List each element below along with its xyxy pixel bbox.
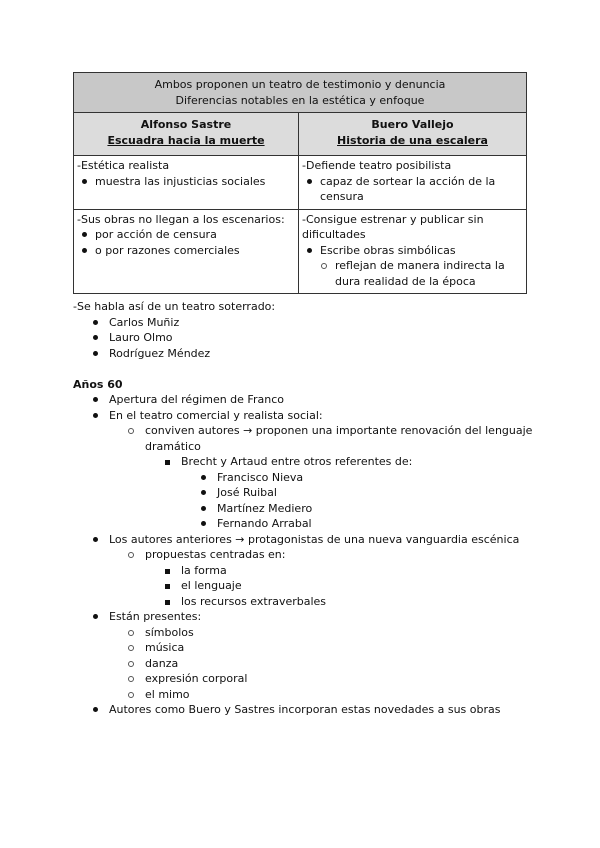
list-item — [73, 594, 533, 610]
bullet-circle-icon — [126, 687, 136, 698]
list-item — [77, 227, 295, 243]
bullet-list — [77, 174, 295, 190]
bullet-disc-icon — [304, 243, 314, 253]
bullet-disc-icon — [90, 408, 100, 418]
list-item-text: por acción de censura — [95, 228, 217, 241]
author-name: Alfonso Sastre — [140, 118, 232, 131]
list-item — [73, 501, 533, 517]
bullet-square-icon — [162, 578, 172, 589]
list-item-text: el mimo — [145, 687, 190, 701]
bullet-list — [73, 547, 533, 609]
list-item-text: Brecht y Artaud entre otros referentes de: — [181, 455, 413, 468]
list-item-text: símbolos — [145, 625, 194, 639]
list-item — [302, 174, 523, 205]
list-item — [73, 563, 533, 579]
list-item — [73, 330, 533, 346]
list-item-text: Martínez Mediero — [217, 501, 313, 515]
list-item-text: José Ruibal — [217, 486, 277, 499]
bullet-list — [73, 470, 533, 532]
list-item-text: danza — [145, 656, 179, 670]
table-cell — [74, 209, 299, 294]
list-item-text: Francisco Nieva — [217, 470, 304, 484]
list-item — [302, 243, 523, 259]
column-buero — [299, 113, 527, 156]
header-line: Diferencias notables en la estética y enfoque — [175, 93, 425, 107]
bullet-list — [73, 392, 533, 718]
table-cell — [74, 156, 299, 210]
list-item-text: el lenguaje — [181, 579, 242, 592]
list-item-text: música — [145, 641, 185, 654]
list-item-text: Están presentes: — [109, 610, 202, 623]
list-item — [73, 640, 533, 656]
bullet-circle-icon — [319, 258, 329, 269]
list-item — [73, 687, 533, 703]
list-item-text: Autores como Buero y Sastres incorporan estas novedades a sus obras — [109, 703, 501, 716]
bullet-disc-icon — [90, 346, 100, 356]
list-item-text: reflejan de manera indirecta la dura realidad de la época — [335, 259, 505, 288]
soterrado-intro: -Se habla así de un teatro soterrado: — [73, 300, 276, 313]
list-item-text: Apertura del régimen de Franco — [109, 393, 284, 406]
list-item-text: muestra las injusticias sociales — [95, 174, 266, 188]
list-item-text: Escribe obras simbólicas — [320, 243, 456, 257]
list-item — [73, 485, 533, 501]
bullet-disc-icon — [90, 532, 100, 542]
cell-intro: -Estética realista — [77, 159, 170, 172]
list-item-text: expresión corporal — [145, 672, 248, 685]
list-item-text: Fernando Arrabal — [217, 517, 312, 530]
bullet-square-icon — [162, 563, 172, 574]
bullet-disc-icon — [304, 174, 314, 184]
table-cell — [299, 209, 527, 294]
list-item-text: Carlos Muñiz — [109, 315, 180, 329]
bullet-circle-icon — [126, 640, 136, 651]
bullet-list — [73, 315, 533, 362]
cell-intro: -Consigue estrenar y publicar sin dificultades — [302, 212, 484, 241]
bullet-circle-icon — [126, 671, 136, 682]
bullet-square-icon — [162, 454, 172, 465]
cell-intro: -Defiende teatro posibilista — [302, 159, 452, 172]
list-item — [73, 346, 533, 362]
bullet-disc-icon — [90, 330, 100, 340]
cell-intro: -Sus obras no llegan a los escenarios: — [77, 212, 285, 226]
list-item — [73, 423, 533, 454]
table-cell — [299, 156, 527, 210]
comparison-table — [73, 72, 527, 294]
list-item-text: la forma — [181, 563, 227, 577]
list-item — [73, 671, 533, 687]
column-sastre — [74, 113, 299, 156]
bullet-list — [302, 258, 523, 289]
list-item — [73, 454, 533, 470]
list-item — [73, 625, 533, 641]
list-item — [73, 408, 533, 424]
list-item-text: Rodríguez Méndez — [109, 346, 211, 360]
bullet-square-icon — [162, 594, 172, 605]
list-item — [73, 470, 533, 486]
bullet-circle-icon — [126, 547, 136, 558]
bullet-disc-icon — [198, 501, 208, 511]
list-item — [73, 315, 533, 331]
list-item-text: conviven autores → proponen una importante renovación del lenguaje dramático — [145, 424, 533, 453]
bullet-disc-icon — [90, 609, 100, 619]
bullet-disc-icon — [79, 174, 89, 184]
list-item — [73, 392, 533, 408]
list-item-text: En el teatro comercial y realista social: — [109, 408, 323, 422]
bullet-disc-icon — [198, 470, 208, 480]
list-item-text: Lauro Olmo — [109, 331, 173, 344]
list-item — [73, 702, 533, 718]
bullet-circle-icon — [126, 423, 136, 434]
bullet-circle-icon — [126, 625, 136, 636]
bullet-disc-icon — [198, 485, 208, 495]
bullet-list — [302, 243, 523, 290]
work-title: Historia de una escalera — [337, 133, 488, 147]
list-item — [77, 174, 295, 190]
bullet-list — [73, 454, 533, 532]
list-item — [77, 243, 295, 259]
list-item — [73, 609, 533, 625]
list-item — [73, 516, 533, 532]
bullet-disc-icon — [79, 243, 89, 253]
bullet-disc-icon — [90, 392, 100, 402]
list-item — [73, 532, 533, 548]
list-item — [73, 578, 533, 594]
list-item-text: o por razones comerciales — [95, 243, 240, 257]
work-title: Escuadra hacia la muerte — [107, 133, 265, 147]
document-body — [73, 299, 533, 718]
list-item-text: propuestas centradas en: — [145, 548, 286, 561]
list-item-text: los recursos extraverbales — [181, 594, 327, 608]
list-item — [73, 656, 533, 672]
bullet-list — [73, 423, 533, 532]
list-item-text: capaz de sortear la acción de la censura — [320, 174, 496, 203]
section-heading: Años 60 — [73, 377, 123, 391]
bullet-disc-icon — [198, 516, 208, 526]
list-item-text: Los autores anteriores → protagonistas de una nueva vanguardia escénica — [109, 532, 520, 546]
bullet-list — [302, 174, 523, 205]
bullet-disc-icon — [79, 227, 89, 237]
bullet-disc-icon — [90, 702, 100, 712]
table-header — [74, 73, 527, 113]
bullet-list — [77, 227, 295, 258]
header-line: Ambos proponen un teatro de testimonio y denuncia — [154, 78, 446, 91]
bullet-disc-icon — [90, 315, 100, 325]
list-item — [73, 547, 533, 563]
list-item — [302, 258, 523, 289]
bullet-circle-icon — [126, 656, 136, 667]
author-name: Buero Vallejo — [371, 118, 454, 131]
bullet-list — [73, 625, 533, 703]
bullet-list — [73, 563, 533, 610]
